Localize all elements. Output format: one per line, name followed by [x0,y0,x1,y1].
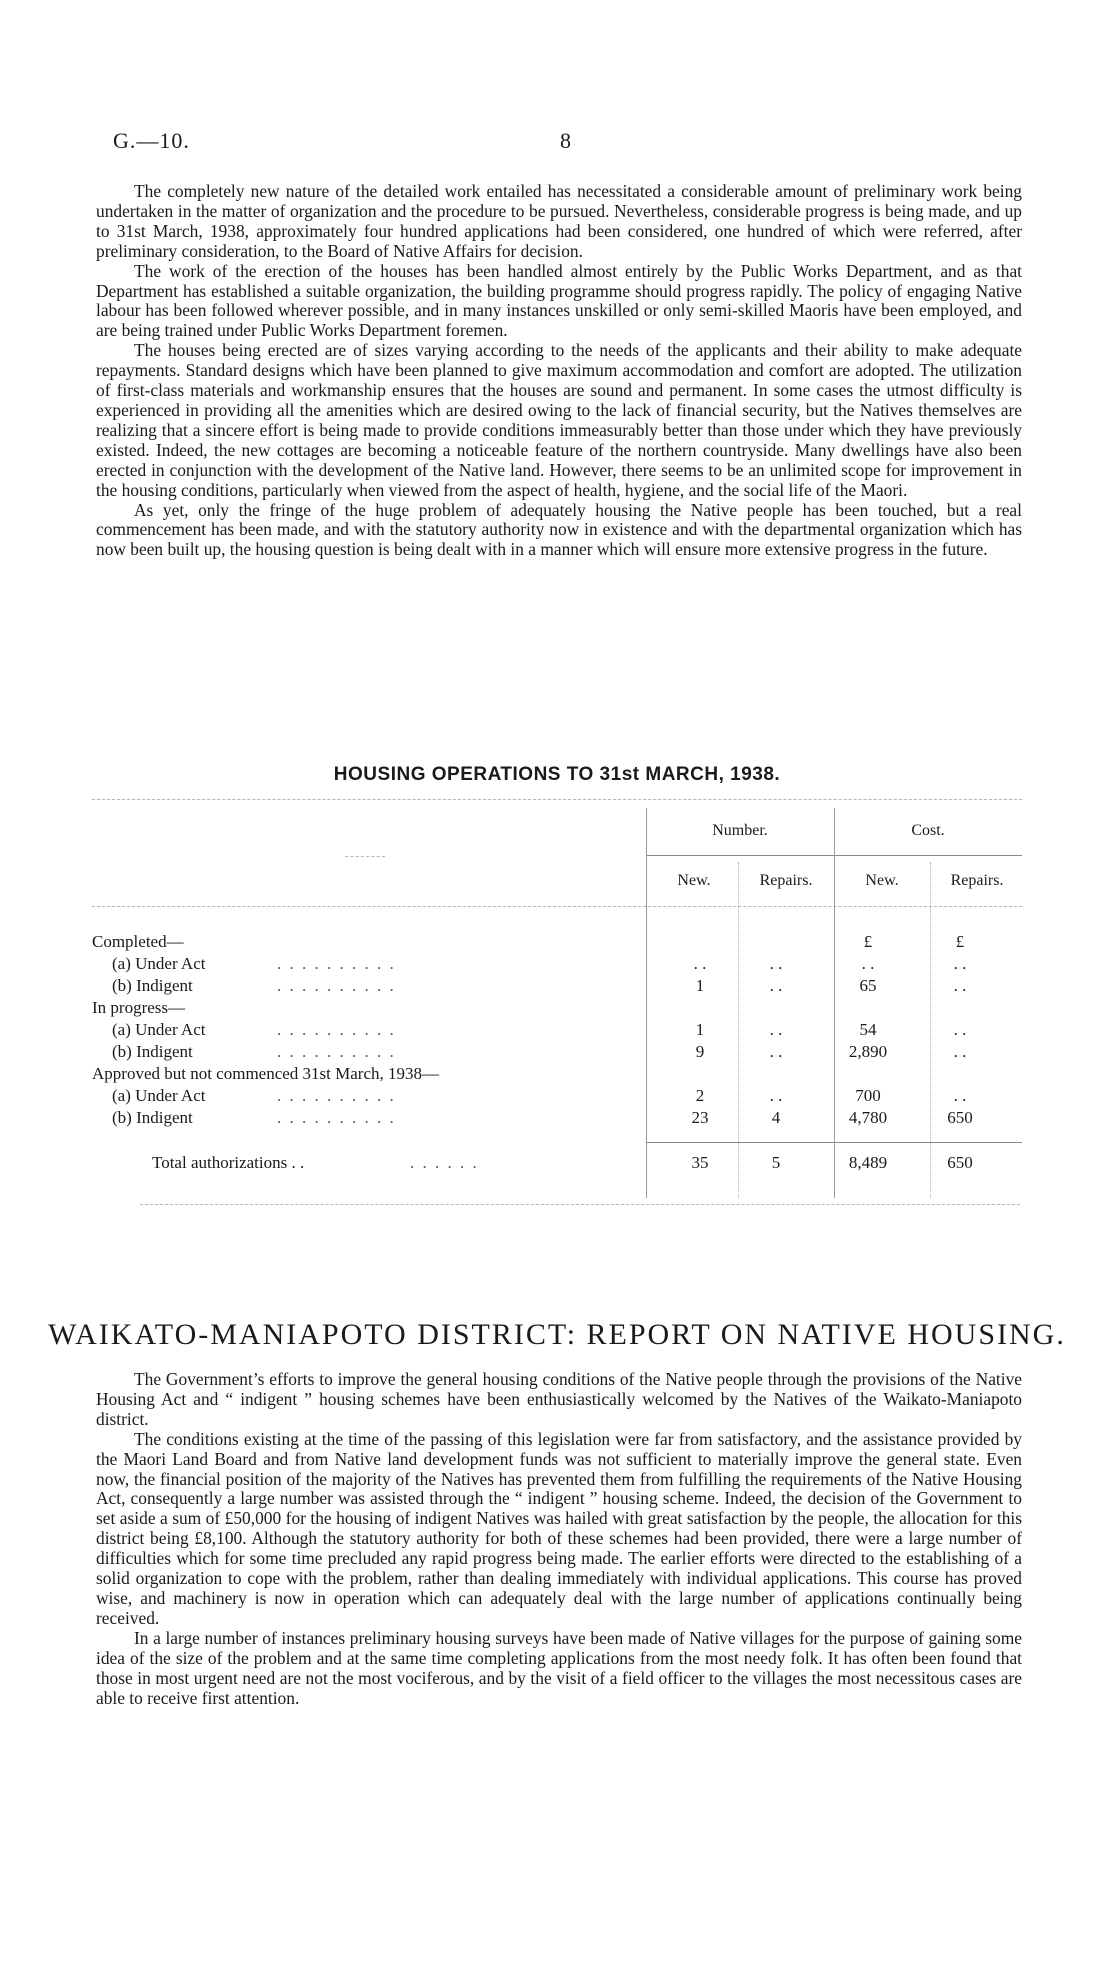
cell: . . [953,1086,967,1105]
table-row [92,997,1022,1019]
paragraph: In a large number of instances preliminary housing surveys have been made of Native villages for the purpose of gaining some idea of the size of the problem and at the same time completing applications from the most needy folk. It has often been found that those in most urgent need are not the most vociferous, and by the visit of a field officer to the villages the most necessitous cases are able to receive first attention. [96,1627,1022,1708]
paragraph: The Government’s efforts to improve the general housing conditions of the Native people through the provisions of the Native Housing Act and “ indigent ” housing schemes have been enthusiastically welcomed by the Natives of the Waikato-Maniapoto district. [96,1369,1022,1429]
total-row [92,1152,1022,1174]
paragraph: As yet, only the fringe of the huge problem of adequately housing the Native people has been touched, but a real commencement has been made, and with the statutory authority now in existence and with the departmental organization which has now been built up, the housing question is being dealt with in a manner which will ensure more extensive progress in the future. [96,499,1022,560]
cell: 700 [855,1086,881,1105]
cell: 4 [771,1108,781,1127]
cell: 35 [691,1153,709,1172]
cell: . . [769,1086,783,1105]
section-text [96,1370,1022,1708]
cell: 9 [695,1042,705,1061]
stub-rule [345,856,385,857]
intro-text [96,182,1022,560]
leader-dots: . . . . . . . . . . [277,1020,396,1039]
cell: 650 [947,1108,973,1127]
cell: 1 [695,976,705,995]
cell: 650 [947,1153,973,1172]
row-label: (a) Under Act [112,1086,206,1105]
table-row [92,953,1022,975]
cell: . . [769,1042,783,1061]
cell: 2,890 [848,1042,888,1061]
cell: 4,780 [848,1108,888,1127]
cell: . . [861,954,875,973]
document-reference: G.—10. [113,128,190,153]
cell: 8,489 [848,1153,888,1172]
leader-dots: . . . . . . . . . . [277,976,396,995]
cost-group-header: Cost. [911,822,945,839]
paragraph: The work of the erection of the houses has been handled almost entirely by the Public Works Department, and as that Department has established a suitable organization, the building programme should progress rapidly. The policy of engaging Native labour has been followed wherever possible, and in many instances unskilled or only semi-skilled Maoris have been employed, and are being trained under Public Works Department foremen. [96,260,1022,341]
cell: 1 [695,1020,705,1039]
cell: 5 [771,1153,781,1172]
row-label: Approved but not commenced 31st March, 1938— [92,1064,440,1083]
paragraph: The houses being erected are of sizes varying according to the needs of the applicants and their ability to make adequate repayments. Standard designs which have been planned to give maximum accommodation and comfort are adopted. The utilization of first-class materials and workmanship ensures that the houses are sound and permanent. In some cases the utmost difficulty is experienced in providing all the amenities which are desired owing to the lack of financial security, but the Natives themselves are realizing that a sincere effort is being made to provide conditions immeasurably better than those under which they have previously existed. Indeed, the new cottages are becoming a noticeable feature of the northern countryside. Many dwellings have also been erected in conjunction with the development of the Native land. However, there seems to be an unlimited scope for improvement in the housing conditions, particularly when viewed from the aspect of health, hygiene, and the social life of the Maori. [96,340,1022,500]
table-row [92,931,1022,953]
table-row [92,1063,1022,1085]
cell: 65 [859,976,877,995]
row-label: (b) Indigent [112,1108,193,1127]
column-header: Repairs. [950,872,1004,889]
column-header: New. [865,872,899,889]
table-row [92,975,1022,997]
row-label: In progress— [92,998,186,1017]
column-header: New. [677,872,711,889]
cell: 2 [695,1086,705,1105]
table-title: HOUSING OPERATIONS TO 31st MARCH, 1938. [333,764,781,785]
total-label: Total authorizations . . [152,1153,305,1172]
cell: . . [769,1020,783,1039]
table-row [92,1019,1022,1041]
cell: . . [953,976,967,995]
row-label: (b) Indigent [112,1042,193,1061]
cell: £ [863,932,873,951]
table-row [92,1085,1022,1107]
header-bottom-rule [92,906,1022,907]
row-label: Completed— [92,932,184,951]
cell: . . [953,1020,967,1039]
cell: . . [769,976,783,995]
column-header: Repairs. [759,872,813,889]
row-label: (a) Under Act [112,954,206,973]
leader-dots: . . . . . . . . . . [277,1042,396,1061]
table-top-rule [92,799,1022,800]
paragraph: The conditions existing at the time of the passing of this legislation were far from satisfactory, and the assistance provided by the Maori Land Board and from Native land development funds was not sufficient to materially improve the general state. Even now, the financial position of the majority of the Natives has prevented them from fulfilling the requirements of the Native Housing Act, consequently a large number was assisted through the “ indigent ” housing scheme. Indeed, the decision of the Government to set aside a sum of £50,000 for the housing of indigent Natives was hailed with great satisfaction by the people, the allocation for this district being £8,100. Although the statutory authority for both of these schemes had been provided, there were a large number of difficulties which for some time precluded any rapid progress being made. The earlier efforts were directed to the establishing of a solid organization to cope with the problem, rather than dealing immediately with individual applications. This course has proved wise, and machinery is now in operation which can adequately deal with the large number of applications continually being received. [96,1428,1022,1628]
cell: . . [953,954,967,973]
table-bottom-rule [140,1204,1020,1205]
table-row [92,1041,1022,1063]
cell: . . [769,954,783,973]
leader-dots: . . . . . . . . . . [277,1108,396,1127]
cell: 54 [859,1020,877,1039]
paragraph: The completely new nature of the detailed work entailed has necessitated a considerable amount of preliminary work being undertaken in the matter of organization and the procedure to be pursued. Nevertheless, considerable progress is being made, and up to 31st March, 1938, approximately four hundred applications had been considered, one hundred of which were referred, after preliminary consideration, to the Board of Native Affairs for decision. [96,181,1022,261]
leader-dots: . . . . . . . . . . [277,954,396,973]
cell: 23 [691,1108,709,1127]
table-row [92,1107,1022,1129]
cell: . . [693,954,707,973]
page-number: 8 [560,128,571,153]
section-heading: WAIKATO-MANIAPOTO DISTRICT: REPORT ON NATIVE HOUSING. [48,1318,1066,1351]
cell: £ [955,932,965,951]
row-label: (a) Under Act [112,1020,206,1039]
number-group-header: Number. [712,822,768,839]
leader-dots: . . . . . . . . . . [277,1086,396,1105]
row-label: (b) Indigent [112,976,193,995]
leader-dots: . . . . . . [410,1153,479,1172]
cell: . . [953,1042,967,1061]
